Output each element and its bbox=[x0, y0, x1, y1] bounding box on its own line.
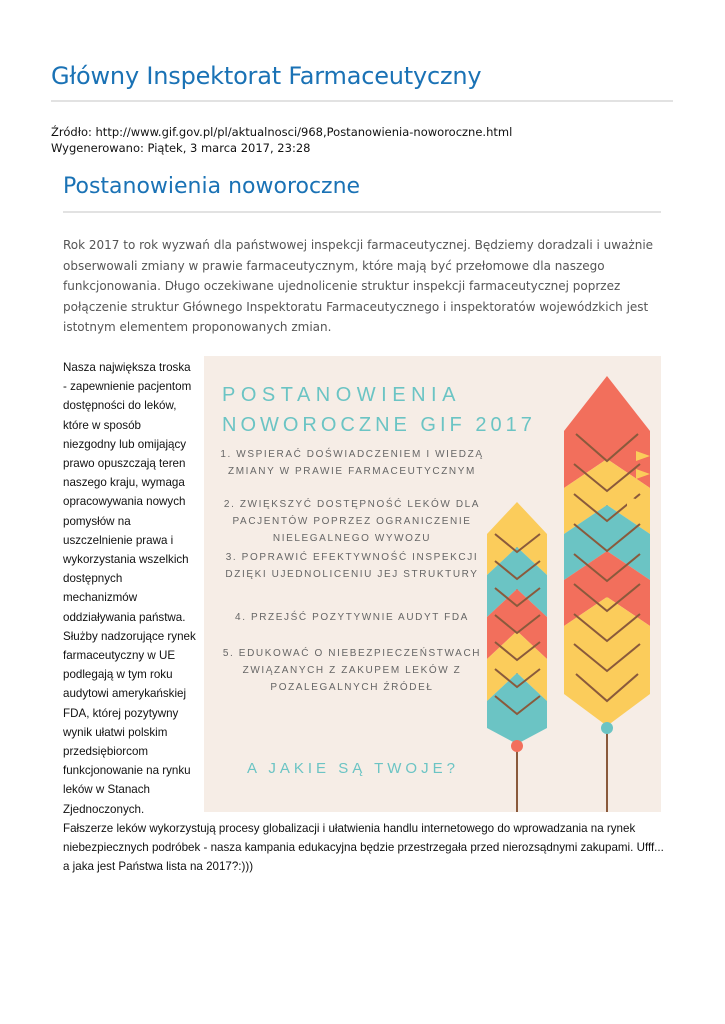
article-lead: Rok 2017 to rok wyzwań dla państwowej inspekcji farmaceutycznej. Będziemy doradzali i uważnie obserwowali zmiany w prawie farmaceutycznym, które mają być przełomowe dla naszego funkcjonowania. Długo oczekiwane ujednolicenie struktur inspekcji farmaceutycznej poprzez połączenie struktur Głównego Inspektoratu Farmaceutycznego i inspektoratów wojewódzkich jest istotnym elementem proponowanych zmian. bbox=[63, 238, 654, 335]
article-body-section bbox=[63, 358, 668, 876]
poster-item-2-line-3: NIELEGALNEGO WYWOZU bbox=[272, 533, 432, 544]
poster-item-5-line-3: POZALEGALNYCH ŹRÓDEŁ bbox=[270, 682, 434, 693]
source-line: Źródło: http://www.gif.gov.pl/pl/aktualnosci/968,Postanowienia-noworoczne.html bbox=[51, 125, 513, 139]
poster-image bbox=[204, 356, 661, 812]
poster-item-3-line-2: DZIĘKI UJEDNOLICENIU JEJ STRUKTURY bbox=[225, 569, 479, 580]
poster-item-3-line-1: 3. POPRAWIĆ EFEKTYWNOŚĆ INSPEKCJI bbox=[225, 552, 479, 563]
large-feather-bead bbox=[601, 722, 613, 734]
article-divider bbox=[63, 211, 661, 213]
poster-item-1-line-2: ZMIANY W PRAWIE FARMACEUTYCZNYM bbox=[228, 466, 476, 477]
poster-title-line1: POSTANOWIENIA bbox=[222, 384, 461, 406]
poster-item-5-line-2: ZWIĄZANYCH Z ZAKUPEM LEKÓW Z bbox=[242, 665, 462, 676]
article-body: Nasza największa troska - zapewnienie pacjentom dostępności do leków, które w sposób niezgodny lub omijający prawo opuszczają teren naszego kraju, wymaga opracowywania nowych pomysłów na uszczelnienie prawa i wykorzystania wszelkich dostępnych mechanizmów oddziaływania państwa. Służby nadzorujące rynek farmaceutyczny w UE podlegają w tym roku audytowi amerykańskiej FDA, której pozytywny wynik ułatwi polskim przedsiębiorcom funkcjonowanie na rynku leków w Stanach Zjednoczonych. Fałszerze leków wykorzystują procesy globalizacji i ułatwienia handlu internetowego do wprowadzania na rynek niebezpiecznych podróbek - nasza kampania edukacyjna będzie przestrzegała przed nierozsądnymi zakupami. Ufff... a jaka jest Państwa lista na 2017?:))) bbox=[63, 361, 664, 874]
poster-item-4-line-1: 4. PRZEJŚĆ POZYTYWNIE AUDYT FDA bbox=[235, 612, 469, 623]
title-divider bbox=[51, 100, 673, 102]
poster-closing-question: A JAKIE SĄ TWOJE? bbox=[247, 760, 459, 777]
poster-item-5-line-1: 5. EDUKOWAĆ O NIEBEZPIECZEŃSTWACH bbox=[222, 648, 482, 659]
article-title: Postanowienia noworoczne bbox=[63, 174, 361, 199]
site-title: Główny Inspektorat Farmaceutyczny bbox=[51, 62, 482, 90]
poster-item-2-line-1: 2. ZWIĘKSZYĆ DOSTĘPNOŚĆ LEKÓW DLA bbox=[223, 499, 481, 510]
poster-title-line2: NOWOROCZNE GIF 2017 bbox=[222, 414, 536, 436]
page-meta bbox=[51, 124, 512, 156]
generated-line: Wygenerowano: Piątek, 3 marca 2017, 23:28 bbox=[51, 141, 311, 155]
small-feather-bead bbox=[511, 740, 523, 752]
poster-item-2-line-2: PACJENTÓW POPRZEZ OGRANICZENIE bbox=[232, 516, 472, 527]
poster-item-1-line-1: 1. WSPIERAĆ DOŚWIADCZENIEM I WIEDZĄ bbox=[220, 449, 484, 460]
